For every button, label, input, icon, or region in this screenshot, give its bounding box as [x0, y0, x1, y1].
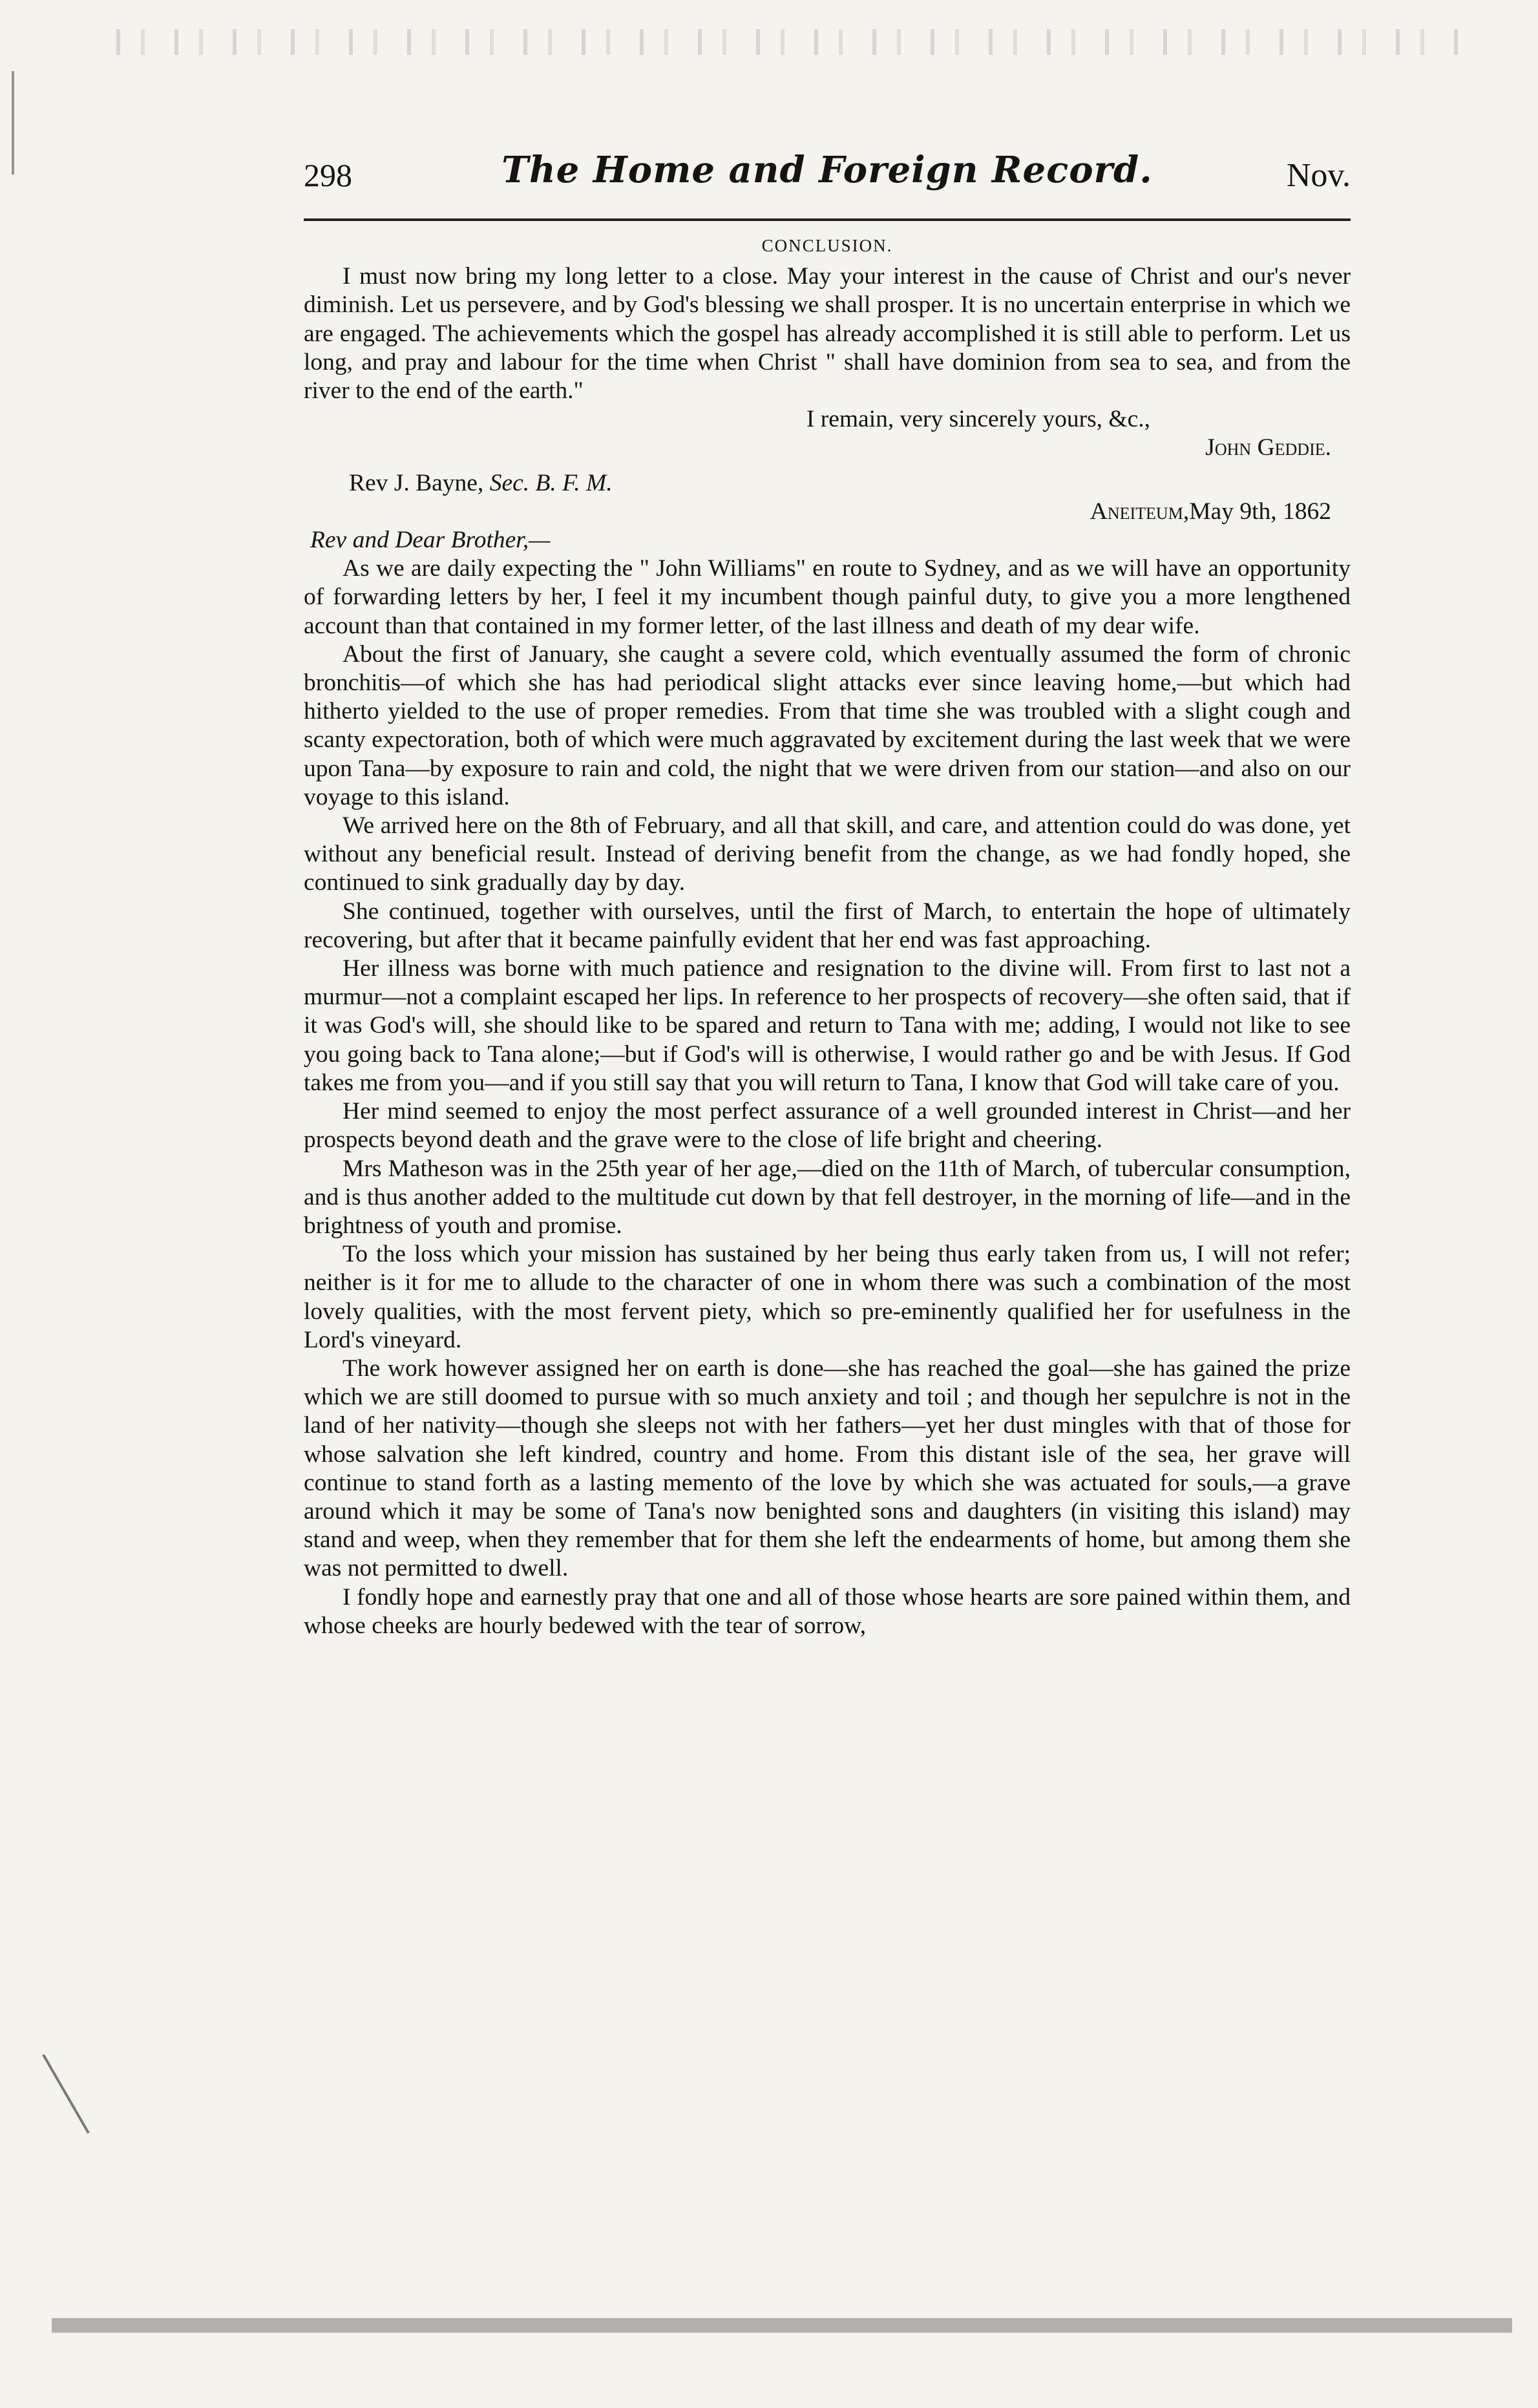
- letter-paragraph: We arrived here on the 8th of February, and all that skill, and care, and attention could do was done, yet without any beneficial result. Instead of deriving benefit from the change, as we had fondly hoped, she continued to sink gradually day by day.: [304, 812, 1351, 896]
- letter-paragraph: Mrs Matheson was in the 25th year of her age,—died on the 11th of March, of tubercular consumption, and is thus another added to the multitude cut down by that fell destroyer, in the morning of life—and in the brightness of youth and promise.: [304, 1155, 1351, 1239]
- letter-paragraph: I fondly hope and earnestly pray that one and all of those whose hearts are sore pained within them, and whose cheeks are hourly bedewed with the tear of sorrow,: [304, 1583, 1351, 1639]
- letter-paragraph: To the loss which your mission has sustained by her being thus early taken from us, I will not refer; neither is it for me to allude to the character of one in whom there was such a combination of the most lovely qualities, with the most fervent piety, which so pre-eminently qualified her for usefulness in the Lord's vineyard.: [304, 1241, 1351, 1353]
- letter-paragraph: She continued, together with ourselves, until the first of March, to entertain the hope of ultimately recovering, but after that it became painfully evident that her end was fast approaching.: [304, 898, 1351, 953]
- salutation: Rev and Dear Brother,—: [310, 527, 551, 554]
- addressee-title: Sec. B. F. M.: [489, 469, 613, 496]
- section-heading: CONCLUSION.: [761, 236, 893, 255]
- addressee-name: Rev J. Bayne,: [349, 469, 484, 496]
- article-body: [304, 231, 1351, 1640]
- letter-paragraph: Her illness was borne with much patience and resignation to the divine will. From first to last not a murmur—not a complaint escaped her lips. In reference to her prospects of recovery—she often said, that if it was God's will, she should like to be spared and return to Tana with me; adding, I would not like to see you going back to Tana alone;—but if God's will is otherwise, I would rather go and be with Jesus. If God takes me from you—and if you still say that you will return to Tana, I know that God will take care of you.: [304, 955, 1351, 1096]
- letter-signature: John Geddie.: [1205, 434, 1331, 461]
- conclusion-paragraph: I must now bring my long letter to a close. May your interest in the cause of Christ and our's never diminish. Let us persevere, and by God's blessing we shall prosper. It is no uncertain enterprise in which we are engaged. The achievements which the gospel has already accomplished it is still able to perform. Let us long, and pray and labour for the time when Christ " shall have dominion from sea to sea, and from the river to the end of the earth.": [304, 263, 1351, 405]
- addressee: [349, 469, 1351, 498]
- running-header: [304, 149, 1351, 207]
- dateline-location: Aneiteum,: [1090, 498, 1190, 525]
- dateline-date: May 9th, 1862: [1189, 498, 1331, 525]
- scan-noise-mark: [42, 2054, 89, 2133]
- dateline: [304, 498, 1351, 526]
- scan-noise-left: [12, 71, 14, 174]
- letter-paragraph: The work however assigned her on earth is done—she has reached the goal—she has gained the prize which we are still doomed to pursue with so much anxiety and toil ; and though her sepulchre is not in the land of her nativity—though she sleeps not with her fathers—yet her dust mingles with that of those for whose salvation she left kindred, country and home. From this distant isle of the sea, her grave will continue to stand forth as a lasting memento of the love by which she was actuated for souls,—a grave around which it may be some of Tana's now benighted sons and daughters (in visiting this island) may stand and weep, when they remember that for them she left the endearments of home, but among them she was not permitted to dwell.: [304, 1355, 1351, 1582]
- journal-title: The Home and Foreign Record.: [501, 149, 1153, 191]
- scan-noise-bottom: [52, 2301, 1512, 2359]
- scan-noise-top: [116, 29, 1473, 55]
- issue-month: Nov.: [1286, 157, 1351, 194]
- letter-paragraph: About the first of January, she caught a severe cold, which eventually assumed the form of chronic bronchitis—of which she has had periodical slight attacks ever since leaving home,—but which had hitherto yielded to the use of proper remedies. From that time she was troubled with a slight cough and scanty expectoration, both of which were much aggravated by excitement during the last week that we were upon Tana—by exposure to rain and cold, the night that we were driven from our station—and also on our voyage to this island.: [304, 640, 1351, 810]
- letter-closing: I remain, very sincerely yours, &c.,: [806, 406, 1150, 433]
- page-number: 298: [304, 157, 352, 193]
- header-rule: [304, 218, 1351, 221]
- letter-paragraph: Her mind seemed to enjoy the most perfect assurance of a well grounded interest in Christ—and her prospects beyond death and the grave were to the close of life bright and cheering.: [304, 1098, 1351, 1154]
- letter-paragraph: As we are daily expecting the " John Williams" en route to Sydney, and as we will have an opportunity of forwarding letters by her, I feel it my incumbent though painful duty, to give you a more lengthened account than that contained in my former letter, of the last illness and death of my dear wife.: [304, 555, 1351, 639]
